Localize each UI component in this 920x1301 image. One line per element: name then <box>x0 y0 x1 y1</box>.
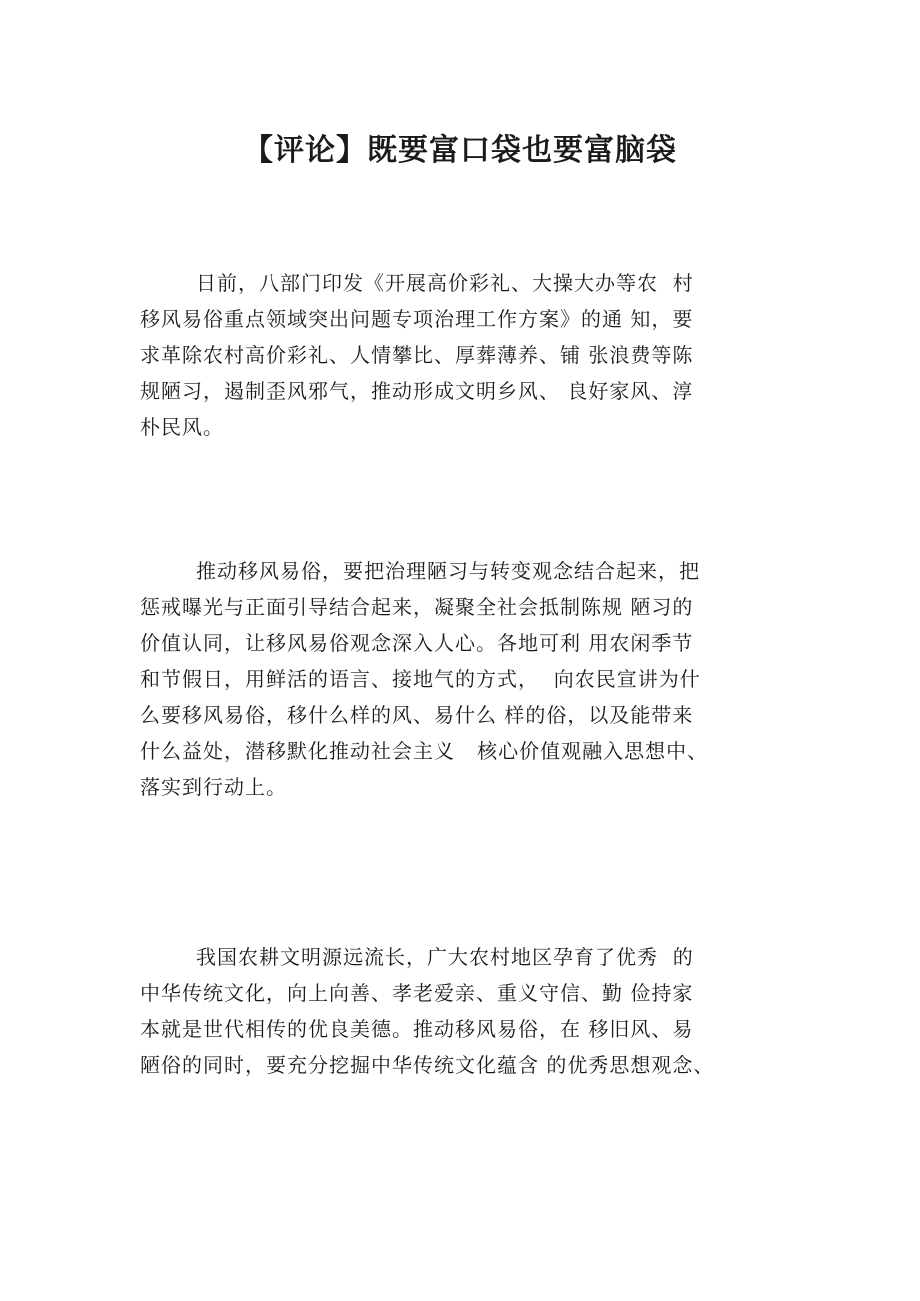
text-line: 规陋习，遏制歪风邪气，推动形成文明乡风、 良好家风、淳 <box>140 379 694 403</box>
text-line: 日前，八部门印发《开展高价彩礼、大操大办等农 村 <box>196 271 694 295</box>
text-line: 推动移风易俗，要把治理陋习与转变观念结合起来，把 <box>196 559 700 583</box>
article-title: 【评论】既要富口袋也要富脑袋 <box>243 133 677 168</box>
text-line: 本就是世代相传的优良美德。推动移风易俗，在 移旧风、易 <box>140 1017 694 1041</box>
text-line: 陋俗的同时，要充分挖掘中华传统文化蕴含 的优秀思想观念、 <box>140 1053 715 1077</box>
text-line: 中华传统文化，向上向善、孝老爱亲、重义守信、勤 俭持家 <box>140 981 694 1005</box>
text-line: 和节假日，用鲜活的语言、接地气的方式， 向农民宣讲为什 <box>140 667 701 691</box>
paragraph-1 <box>140 265 800 445</box>
text-line: 移风易俗重点领域突出问题专项治理工作方案》的通 知，要 <box>140 307 694 331</box>
text-line: 落实到行动上。 <box>140 775 287 799</box>
paragraph-2 <box>140 553 800 805</box>
text-line: 求革除农村高价彩礼、人情攀比、厚葬薄养、铺 张浪费等陈 <box>140 343 694 367</box>
text-line: 朴民风。 <box>140 415 224 439</box>
text-line: 我国农耕文明源远流长，广大农村地区孕育了优秀 的 <box>196 945 694 969</box>
text-line: 价值认同，让移风易俗观念深入人心。各地可利 用农闲季节 <box>140 631 694 655</box>
text-line: 么要移风易俗，移什么样的风、易什么 样的俗，以及能带来 <box>140 703 694 727</box>
text-line: 惩戒曝光与正面引导结合起来，凝聚全社会抵制陈规 陋习的 <box>140 595 694 619</box>
paragraph-3 <box>140 939 800 1083</box>
text-line: 什么益处，潜移默化推动社会主义 核心价值观融入思想中、 <box>140 739 709 763</box>
